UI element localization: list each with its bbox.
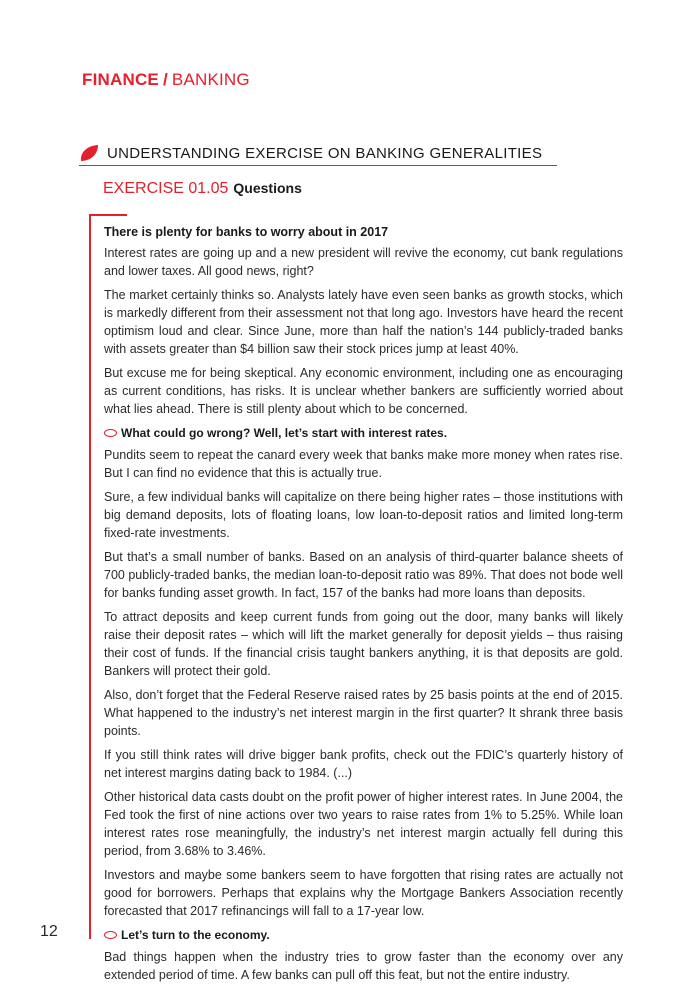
- section-title: UNDERSTANDING EXERCISE ON BANKING GENERALITIES: [107, 145, 543, 162]
- exercise-number: EXERCISE 01.05: [103, 180, 229, 197]
- exercise-label: Questions: [233, 180, 302, 196]
- subheading-interest-rates: [104, 424, 623, 442]
- paragraph: Sure, a few individual banks will capitalize on there being higher rates – those institutions with big demand deposits, lots of floating loans, low loan-to-deposit ratios and limited long-term fixed-rate investments.: [104, 490, 623, 540]
- subheading-text: What could go wrong? Well, let’s start with interest rates.: [121, 426, 448, 440]
- ring-bullet-icon: [104, 429, 117, 437]
- paragraph: To attract deposits and keep current funds from going out the door, many banks will likely raise their deposit rates – which will lift the market generally for deposit yields – thus raising their cost of funds. If the financial crisis taught bankers anything, it is that deposits are gold. Bankers will protect their gold.: [104, 610, 623, 678]
- article-title: There is plenty for banks to worry about in 2017: [104, 225, 389, 239]
- margin-rule-top: [89, 214, 127, 216]
- paragraph: Investors and maybe some bankers seem to have forgotten that rising rates are actually not good for borrowers. Perhaps that explains why the Mortgage Bankers Association recently forecasted that 2017 refinancings will fall to a 17-year low.: [104, 868, 623, 918]
- paragraph: But that’s a small number of banks. Based on an analysis of third-quarter balance sheets of 700 publicly-traded banks, the median loan-to-deposit ratio was 89%. That does not bode well for banks funding asset growth. In fact, 157 of the banks had more loans than deposits.: [104, 550, 623, 600]
- header-separator: /: [162, 70, 168, 89]
- header-section: FINANCE: [82, 70, 159, 89]
- paragraph: Other historical data casts doubt on the profit power of higher interest rates. In June 2004, the Fed took the first of nine actions over two years to raise rates from 1% to 5.25%. While loan interest rates rose meaningfully, the industry’s net interest margin actually fell during this period, from 3.68% to 3.46%.: [104, 790, 623, 858]
- leaf-bullet-icon: [79, 144, 99, 162]
- subheading-text: Let’s turn to the economy.: [121, 928, 270, 942]
- exercise-heading: [103, 180, 302, 198]
- page-number: 12: [40, 923, 58, 940]
- subheading-economy: [104, 926, 623, 944]
- ring-bullet-icon: [104, 931, 117, 939]
- paragraph: The market certainly thinks so. Analysts lately have even seen banks as growth stocks, which is markedly different from their assessment not that long ago. Investors have heard the recent optimism loud and clear. Since June, more than half the nation’s 144 publicly-traded banks with assets greater than $4 billion saw their stock prices jump at least 40%.: [104, 288, 623, 356]
- paragraph: Also, don’t forget that the Federal Reserve raised rates by 25 basis points at the end of 2015. What happened to the industry’s net interest margin in the first quarter? It shrank three basis points.: [104, 688, 623, 738]
- paragraph: Pundits seem to repeat the canard every week that banks make more money when rates rise. But I can find no evidence that this is actually true.: [104, 448, 623, 480]
- header-subsection: BANKING: [171, 70, 250, 89]
- running-header: [82, 70, 250, 90]
- paragraph: Interest rates are going up and a new president will revive the economy, cut bank regulations and lower taxes. All good news, right?: [104, 246, 623, 278]
- section-heading: [79, 143, 557, 166]
- paragraph: If you still think rates will drive bigger bank profits, check out the FDIC’s quarterly history of net interest margins dating back to 1984. (...): [104, 748, 623, 780]
- article-body: [104, 223, 623, 990]
- paragraph: But excuse me for being skeptical. Any economic environment, including one as encouraging as current conditions, has risks. It is unclear whether bankers are sufficiently worried about what lies ahead. There is still plenty about which to be concerned.: [104, 366, 623, 416]
- paragraph: Bad things happen when the industry tries to grow faster than the economy over any extended period of time. A few banks can pull off this feat, but not the entire industry.: [104, 950, 623, 982]
- margin-rule: [89, 214, 91, 939]
